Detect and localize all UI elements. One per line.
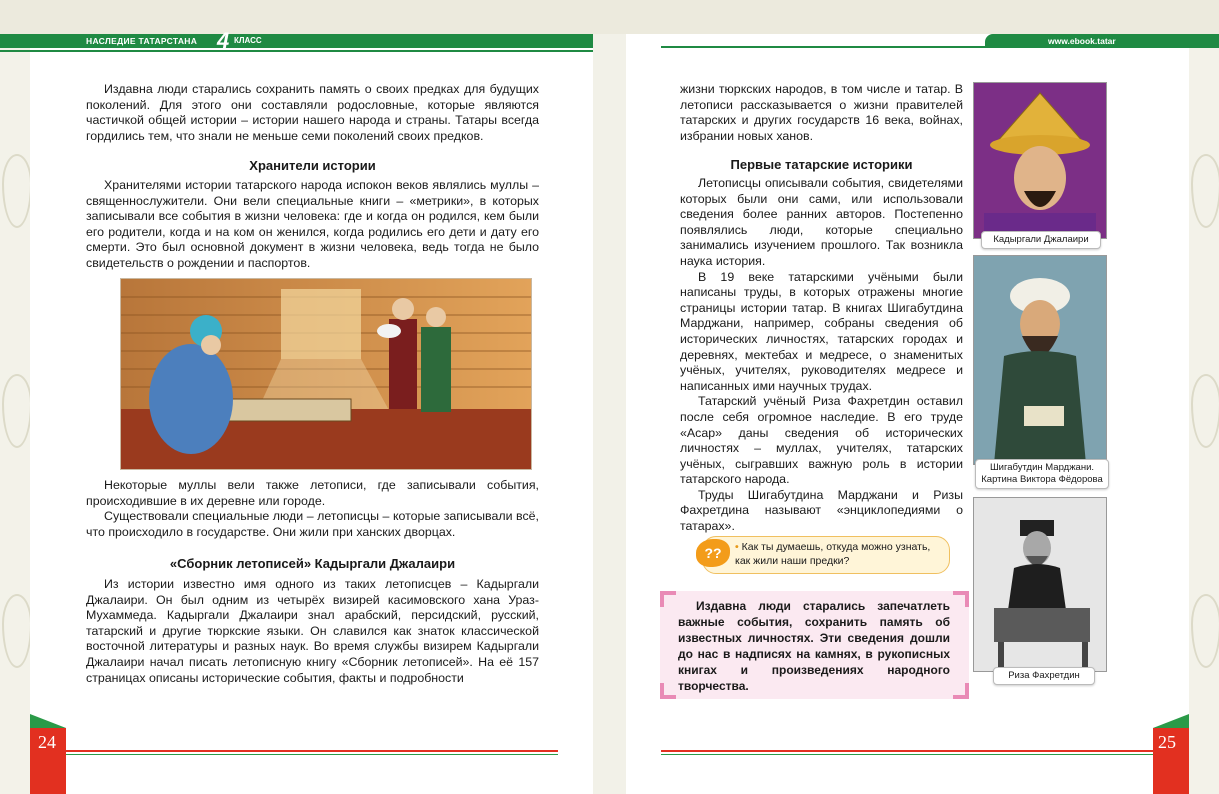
chronicles-text: Некоторые муллы вели также летописи, где записывали события, происходившие в их деревне или городе.: [86, 478, 539, 508]
right-margin-ornament: [1189, 34, 1219, 794]
ornament-shape: [1191, 594, 1219, 668]
series-title: НАСЛЕДИЕ ТАТАРСТАНА: [86, 36, 198, 46]
grade-number: 4: [217, 28, 230, 53]
window-light: [281, 289, 361, 359]
mother-head: [426, 307, 446, 327]
ornament-shape: [1191, 154, 1219, 228]
question-text: [735, 540, 945, 568]
question-line-2: как жили наши предки?: [735, 555, 850, 567]
illustration-scene: [121, 279, 531, 469]
ornament-shape: [2, 374, 32, 448]
historians-text-3: Татарский учёный Риза Фахретдин оставил после себя огромное наследие. В его труде «Асар» даны сведения об исторических личностях – муллах, учителях, татарских учёных, сыгравших важную роль в истории татарского народа.: [680, 394, 963, 487]
illustration-mulla-recording: [120, 278, 532, 470]
question-icon: ??: [696, 539, 730, 567]
footer-line-right: [661, 750, 1153, 752]
heading-historians: Первые татарские историки: [730, 157, 913, 172]
summary-paragraph: Издавна люди старались запечатлеть важные события, сохранить память об известных личностях. Эти сведения дошли до нас в надписях на камнях, в рукописных книгах и произведениях народного творчества.: [678, 599, 950, 693]
corner-mark: [953, 591, 969, 607]
portrait-fahretdin-image: [974, 498, 1106, 671]
heading-collection: «Сборник летописей» Кадыргали Джалаири: [169, 556, 456, 571]
historians-text-4: Труды Шигабутдина Марджани и Ризы Фахретдина называют «энциклопедиями о татарах».: [680, 487, 963, 534]
corner-mark: [660, 591, 676, 607]
historians-text-1: Летописцы описывали события, свидетелями которых были они сами, или использовали сведения более ранних авторов. Постепенно появлялись люди, которые специально занимались изучением прошлого. Так возникла наука история.: [680, 176, 963, 268]
portrait-mardjani: [973, 255, 1107, 465]
keepers-paragraph: [86, 178, 539, 272]
portrait-kadyrgali-image: [974, 83, 1106, 238]
page-number-left: 24: [38, 732, 56, 752]
portrait-fahretdin: [973, 497, 1107, 672]
collection-paragraph: [86, 577, 539, 686]
portrait-kadyrgali: [973, 82, 1107, 239]
left-margin-ornament: [0, 34, 30, 794]
caption-fahretdin: Риза Фахретдин: [993, 667, 1095, 685]
grade-label: КЛАСС: [234, 36, 262, 45]
heading-keepers: Хранители истории: [249, 158, 376, 173]
summary-text: [678, 598, 950, 694]
continuation-text: жизни тюркских народов, в том числе и татар. В летописи рассказывается о жизни правителей татарских и других государств 16 века, войнах, избрании новых ханов.: [680, 82, 963, 143]
page-number-right: 25: [1158, 732, 1176, 752]
caption-mardjani: [975, 459, 1109, 489]
mulla-face: [201, 335, 221, 355]
father-head: [392, 298, 414, 320]
caption-kadyrgali: Кадыргали Джалаири: [981, 231, 1101, 249]
bullet-icon: •: [735, 541, 739, 553]
keepers-text: Хранителями истории татарского народа испокон веков являлись муллы – священнослужители. Они вели специальные книги – «метрики», в которых записывали все события в жизни человека: где и когда он родился, кем были его родители, когда и на ком он женился, когда родились его дети и дату его смерти. Это был основной документ в жизни человека, ведь тогда не было свидетельств о рождении и паспортов.: [86, 178, 539, 270]
book-gutter: [593, 34, 626, 794]
historians-text-2: В 19 веке татарскими учёными были написаны труды, в которых отражены многие страницы истории татар. В книгах Шигабутдина Марджани, например, собраны сведения об исторических личностях, татарских городах и деревнях, мектебах и медресе, о знаменитых учёных, учителях, руководителях медресе и написанных ими научных трудах.: [680, 269, 963, 393]
footer-line-left-green: [66, 754, 558, 755]
corner-mark: [660, 683, 676, 699]
question-line-1: Как ты думаешь, откуда можно узнать,: [741, 541, 931, 553]
ornament-shape: [2, 594, 32, 668]
chronicles-paragraph: [86, 478, 539, 540]
footer-line-left: [66, 750, 558, 752]
collection-text: Из истории известно имя одного из таких летописцев – Кадыргали Джалаири. Он был одним из четырёх визирей касимовского хана Ураз-Мухаммеда. Кадыргали Джалаири знал арабский, персидский, русский, татарский и другие тюркские языки. Он славился как знаток классической восточной литературы и разных наук. Во время службы визирем Кадыргали Джалаири начал писать летописную книгу «Сборник летописей». На её 157 страницах описаны исторические события, факты и подробности: [86, 577, 539, 685]
baby: [377, 324, 401, 338]
footer-line-right-green: [661, 754, 1153, 755]
historians-paragraphs: [680, 176, 963, 535]
chroniclers-text: Существовали специальные люди – летописцы – которые записывали всё, что происходило в государстве. Они жили при ханских дворцах.: [86, 509, 539, 539]
ornament-shape: [1191, 374, 1219, 448]
corner-mark: [953, 683, 969, 699]
portrait-mardjani-image: [974, 256, 1106, 464]
intro-text: Издавна люди старались сохранить память о своих предках для будущих поколений. Для этого они составляли родословные, которые являются частичкой общей истории – истории нашего народа и страны. Татары всегда гордились тем, что знали не меньше семи поколений своих предков.: [86, 82, 539, 143]
header-line-left: [0, 50, 593, 52]
ornament-shape: [2, 154, 32, 228]
caption-mardjani-name: Шигабутдин Марджани.: [989, 462, 1095, 473]
intro-paragraph: [86, 82, 539, 144]
caption-mardjani-painting: Картина Виктора Фёдорова: [981, 474, 1103, 485]
mulla-robe: [149, 344, 233, 454]
continuation-paragraph: [680, 82, 963, 144]
site-url[interactable]: www.ebook.tatar: [1048, 36, 1116, 46]
mother-figure: [421, 327, 451, 412]
